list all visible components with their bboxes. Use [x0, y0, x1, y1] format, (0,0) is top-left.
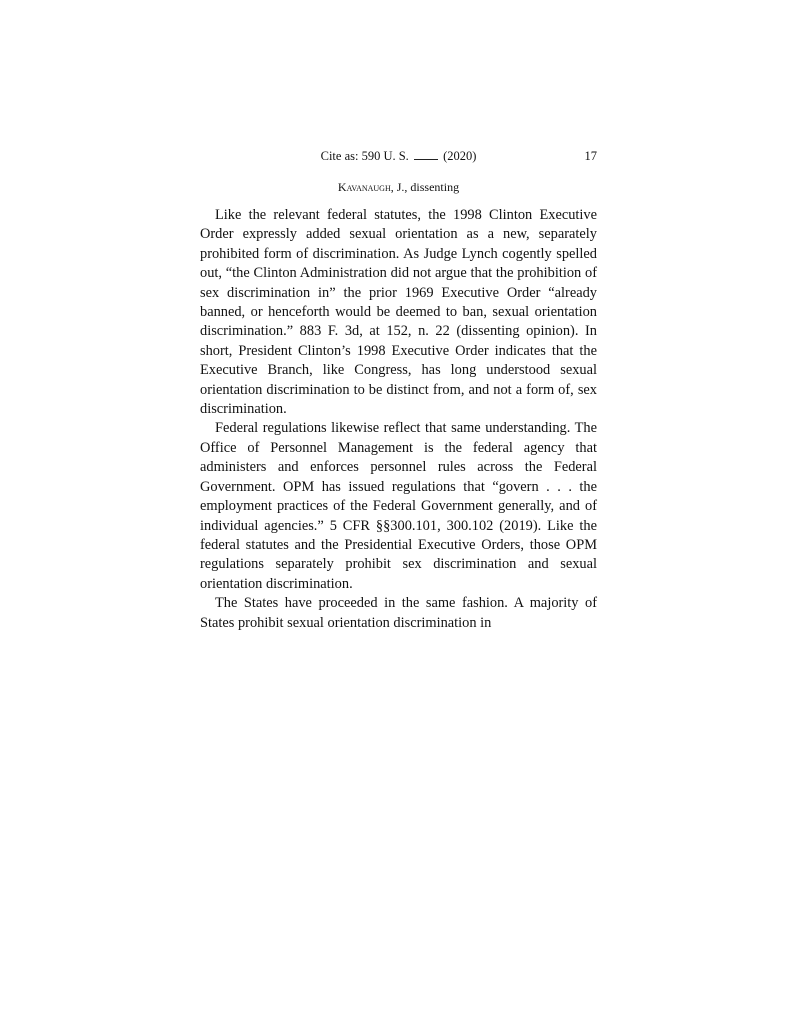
author-line — [200, 179, 597, 195]
author-suffix: , J., dissenting — [390, 180, 460, 194]
paragraph: Federal regulations likewise reflect that same understanding. The Office of Personnel Management is the federal agency that administers and enforces personnel rules across the Federal Government. OPM has issued regulations that “govern . . . the employment practices of the Federal Government generally, and of individual agencies.” 5 CFR §§300.101, 300.102 (2019). Like the federal statutes and the Presidential Executive Orders, those OPM regulations separately prohibit sex discrimination and sexual orientation discrimination. — [200, 420, 597, 592]
paragraph: Like the relevant federal statutes, the 1998 Clinton Executive Order expressly added sexual orientation as a new, separately prohibited form of discrimination. As Judge Lynch cogently spelled out, “the Clinton Administration did not argue that the prohibition of sex discrimination in” the prior 1969 Executive Order “already banned, or henceforth would be deemed to ban, sexual orientation discrimination.” 883 F. 3d, at 152, n. 22 (dissenting opinion). In short, President Clinton’s 1998 Executive Order indicates that the Executive Branch, like Congress, has long understood sexual orientation discrimination to be distinct from, and not a form of, sex discrimination. — [200, 207, 597, 418]
citation-blank-line — [414, 149, 438, 160]
justice-name: Kavanaugh — [337, 180, 391, 194]
citation — [200, 148, 597, 164]
opinion-body — [200, 206, 597, 633]
citation-year: (2020) — [443, 149, 477, 163]
citation-prefix: Cite as: 590 U. S. — [320, 149, 409, 163]
running-head — [200, 148, 597, 164]
page-number: 17 — [584, 149, 597, 163]
paragraph: The States have proceeded in the same fashion. A majority of States prohibit sexual orientation discrimination in — [200, 595, 597, 631]
